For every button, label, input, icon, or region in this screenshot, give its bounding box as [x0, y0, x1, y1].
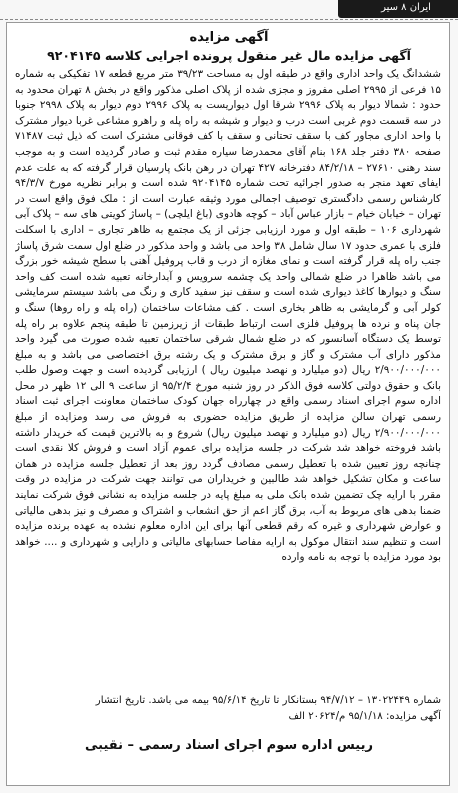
notice-footer-line-2: آگهی مزایده: ۹۵/۱/۱۸ م/۲۰۶۲۴ الف	[288, 711, 441, 722]
notice-title: آگهی مزایده	[189, 30, 269, 45]
notice-subtitle: آگهی مزایده مال غیر منقول پرونده اجرایی کلاسه ۹۲۰۴۱۴۵	[47, 48, 411, 63]
notice-footer-line-1: شماره ۱۳۰۲۲۴۴۹ – ۹۴/۷/۱۲ بستانکار تا تاریخ ۹۵/۶/۱۴ بیمه می باشد. تاریخ انتشار	[95, 695, 441, 706]
notice-signature: رییس اداره سوم اجرای اسناد رسمی – نقیبی	[85, 738, 373, 753]
adjacent-clipping-strip	[0, 0, 458, 20]
adjacent-ad-text: ایران ۸ سیر	[381, 2, 431, 13]
cut-line	[0, 19, 458, 20]
notice-box	[6, 22, 450, 786]
notice-body: ششدانگ یک واحد اداری واقع در طبقه اول به مساحت ۳۹/۲۳ متر مربع قطعه ۱۷ تفکیکی به شماره ۱۵ فرعی از ۲۹۹۵ اصلی مفروز و مجزی شده از پلاک اصلی مذکور واقع در بخش ۸ تهران محدود به حدود : شمالا دیوار به پلاک ۲۹۹۶ شرقا اول دیواریست به پلاک ۲۹۹۶ دوم دیوار به پلاک ۲۹۹۸ جنوبا در سه قسمت دوم غربی است درب و دیوار و شیشه به راه پله و راهرو مشاعی غربا دیوار مشترک با واحد اداری مجاور کف با سقف تحتانی و سقف با کف فوقانی مشترک است که ذیل ثبت ۷۱۴۸۷ صفحه ۳۸۰ دفتر جلد ۱۶۸ بنام آقای محمدرضا سیاره مقدم ثبت و صادر گردیده است و به موجب سند رهنی ۲۷۶۱۰ – ۸۴/۲/۱۸ دفترخانه ۴۲۷ تهران در رهن بانک پارسیان قرار گرفته که به علت عدم ایفای تعهد منجر به صدور اجرائیه تحت شماره ۹۲۰۴۱۴۵ شده است و برابر نظریه مورخ ۹۴/۳/۷ کارشناس رسمی دادگستری توصیف اجمالی مورد وثیقه عبارت است از : ملک فوق واقع است در تهران – خیابان خیام – بازار عباس آباد – کوچه هادوی (باغ ایلچی) – پاساژ کویتی های سه – پلاک آبی شهرداری ۱۰۶ – طبقه اول و مورد ارزیابی جزئی از یک مجتمع به ظاهر تجاری – اداری با اسکلت فلزی با عمری حدود ۱۷ سال شامل ۳۸ واحد می باشد و واحد مذکور در ضلع اول سمت شرق پاساژ جنب راه پله قرار گرفته است و نمای مغازه از درب و قاب پروفیل آهنی با سطح شیشه خور بزرگ می باشد ظاهرا در ضلع شمالی واحد یک چشمه سرویس و آبدارخانه تعبیه شده است کف واحد سنگ و دیوارها کاغذ دیواری شده است و سقف نیز سفید کاری و رنگ می باشد سیستم سرمایشی کولر آبی و گرمایشی به ظاهر بخاری است . کف مشاعات ساختمان (راه پله و راه روها) سنگ و جان پناه و نرده ها پروفیل فلزی است ارتباط طبقات از زیرزمین تا طبقه پنجم علاوه بر راه پله توسط یک دستگاه آسانسور که در ضلع شمال شرقی ساختمان تعبیه شده صورت می گیرد واحد مذکور دارای آب مشترک و گاز و برق مشترک و یک رشته برق اختصاصی می باشد و به مبلغ ۲/۹۰۰/۰۰۰/۰۰۰ ریال (دو میلیارد و نهصد میلیون ریال ) ارزیابی گردیده است و جهت وصول طلب بانک و حقوق دولتی کلاسه فوق الذکر در روز شنبه مورخ ۹۵/۲/۴ از ساعت ۹ الی ۱۲ ظهر در محل اداره سوم اجرای اسناد رسمی واقع در چهارراه جهان کودک ساختمان معاونت اجرای ثبت اسناد رسمی تهران سالن مزایده از طریق مزایده حضوری به فروش می رسد ومزایده از مبلغ ۲/۹۰۰/۰۰۰/۰۰۰ ریال (دو میلیارد و نهصد میلیون ریال) شروع و به بالاترین قیمت که خریدار داشته باشد فروخته خواهد شد شرکت در جلسه مزایده برای عموم آزاد است و فروش کلا نقدی است چنانچه روز تعیین شده با تعطیل رسمی مصادف گردد روز بعد از تعطیل جلسه مزایده در همان ساعت و مکان تشکیل خواهد شد طالبین و خریداران می توانند جهت شرکت در مزایده در وقت مقرر با ارایه چک تضمین شده بانک ملی به مبلغ پایه در جلسه مزایده به نشانی فوق شرکت نمایند ضمنا بدهی های مربوط به آب، برق گاز اعم از حق انشعاب و اشتراک و مصرف و نیز بدهی مالیاتی و عوارض شهرداری و غیره که رقم قطعی آنها برای این اداره معلوم نشده به عهده برنده مزایده است و تنظیم سند انتقال موکول به ارایه مفاصا حسابهای مالیاتی و دارایی و شهرداری و .... خواهد بود مورد مزایده با توجه به نامه وارده	[15, 68, 441, 564]
